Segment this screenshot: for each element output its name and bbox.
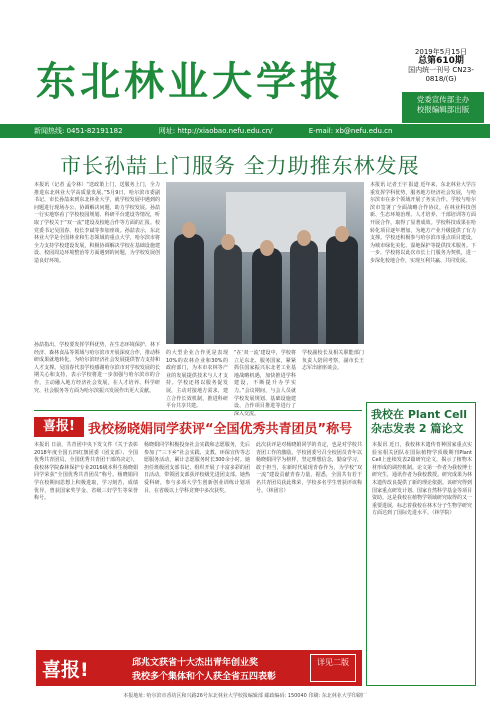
- story2-column-1: 本报讯 日前，共青团中央下发文件《关于表彰2018年度全国五四红旗团委（团支部）、全国优秀共青团员、全国优秀共青团干部的决定》，我校林学院森林保护专业2016级本科生杨晓娟同学荣获“全国优秀共青团员”称号。杨晓娟同学在校期间思想上积极进取，学习刻苦，成绩优异，曾获国家奖学金、省级三好学生等荣誉称号。: [34, 442, 138, 502]
- lead-column-2: 孙喆指出，学校要发挥学科优势，在生态环境保护、林下经济、森林食品等领域与哈尔滨市开展深度合作，推动科研成果就地转化，为哈尔滨经济社会发展提供智力支持和人才支撑。吴国春代表学校感谢哈尔滨市对学校发展的长期关心和支持，表示学校将进一步加强与哈尔滨市的合作，主动融入地方经济社会发展，在人才培养、科学研究、社会服务等方面为哈尔滨振兴发展作出更大贡献。: [34, 342, 160, 394]
- lead-column-3: 的大型企业合作更是表现10%的农林企业和30%的政府部门，为本市农林等产业的发展提供技术与人才支持。学校还将以服务促发展，主动对接地方需求，建立合作长效机制，推进科研平台共享共建。: [166, 350, 228, 410]
- story2-headline: 我校杨晓娟同学获评“全国优秀共青团员”称号: [88, 422, 353, 437]
- section-divider: [34, 410, 362, 411]
- lead-column-6: 本报讯 记者王宇 报道 近年来，东北林业大学注重发挥学科优势，服务地方经济社会发展，与哈尔滨市在多个领域开展了务实合作。学校与哈尔滨市签署了全面战略合作协议，在林业科技创新、生态环境治理、人才培养、干部培训等方面开展合作，取得了显著成效。学校科技成果在哈转化项目逐年增加，为地方产业升级提供了有力支撑。学校还积极参与哈尔滨市重点项目建设，为城市绿化美化、湿地保护等提供技术服务。下一步，学校将以此次市长上门服务为契机，进一步深化校地合作，实现互利共赢、共同发展。: [370, 182, 476, 264]
- lead-column-5: 学校副校长及相关职能部门负责人陪同考察，副市长王志军出席座谈会。: [302, 350, 364, 372]
- story2-column-2: 杨晓娟同学积极投身社会实践和志愿服务，先后参加了“三下乡”社会实践、支教、环保宣传等志愿服务活动，累计志愿服务时长300余小时。她担任班级团支部书记，组织开展了丰富多彩的团日活动，带领团支部获评校级先进团支部。她热爱科研，参与多项大学生创新创业训练计划项目，在省级以上学科竞赛中多次获奖。: [144, 442, 250, 494]
- see-page-two-button[interactable]: 详见二版: [310, 654, 356, 682]
- sidebar-body: 本报讯 近日，我校林木遗传育种国家重点实验室相关团队在国际植物学顶级期刊Plant Cell上连续发表2篇研究论文，揭示了植物木材形成的调控机制。论文第一作者为我校博士研究生，通讯作者为我校教授。研究成果为林木遗传改良提供了新的理论依据。该研究得到国家重点研发计划、国家自然科学基金等项目资助。这是我校在植物学领域研究取得的又一重要进展，标志着我校在林木分子生物学研究方面达到了国际先进水平。（林学院）: [372, 442, 473, 517]
- banner-badge: 喜报!: [42, 659, 89, 681]
- publisher-line-2: 校报编辑部出版: [416, 105, 470, 114]
- issue-detail: 国内统一刊号 CN23-0818/(G): [408, 66, 474, 83]
- banner-line-2: 我校多个集体和个人获全省五四表彰: [132, 672, 277, 682]
- issue-date: 2019年5月15日: [414, 48, 468, 56]
- news-photo: [166, 182, 364, 344]
- lead-column-1: 本报讯（记者 孟令林）“送政策上门，送服务上门，全力推进东北林业大学高质量发展。”5月9日，哈尔滨市委副书记、市长孙喆来到东北林业大学，就学校发展中遇到的问题进行现场办公，协调解决问题，助力学校发展。孙喆一行实地察看了学校校园规划、科研平台建设等情况，听取了学校关于“双一流”建设及校地合作等方面的汇报。校党委书记吴国春、校长李斌等参加座谈。孙喆表示，东北林业大学是全国林业和生态领域的重点大学，哈尔滨市将全力支持学校建设发展，积极协调解决学校在基础设施建设、校园周边环境整治等方面遇到的问题，为学校发展创造良好环境。: [34, 182, 160, 264]
- news-hotline: 新闻热线: 0451-82191182: [34, 127, 123, 135]
- story2-column-3: 此次获评是对杨晓娟同学的肯定，也是对学校共青团工作的激励。学校团委号召全校团员青年以杨晓娟同学为榜样，坚定理想信念，勤奋学习，敢于担当，在新时代展现青春作为，为学校“双一流”建设贡献青春力量。据悉，全国共有若干名共青团员获此殊荣，学校多名学生曾获评该称号。（林团宣）: [256, 442, 362, 494]
- masthead-title: 东北林业大学报: [36, 58, 344, 105]
- lead-column-4: “在‘双一流’建设中，学校将立足东北、服务国家，紧紧抓住国家振兴东北老工业基地战略机遇，加快推进学科建设，不断提升办学实力。”会议期间，与会人员就学校发展规划、基础设施建设、合作项目推进等进行了深入交流。: [234, 350, 296, 417]
- good-news-badge: 喜报!: [34, 417, 84, 437]
- issue-info: [400, 48, 482, 84]
- publisher-line-1: 党委宣传部主办: [416, 95, 470, 104]
- email-link[interactable]: E-mail: xb@nefu.edu.cn: [308, 127, 393, 135]
- footer-info: 本报地址: 哈尔滨市香坊区和兴路26号东北林业大学校报编辑部 邮政编码: 150040 印刷: 东北林业大学印刷厂: [123, 693, 367, 699]
- publisher-box: [402, 92, 484, 123]
- bottom-banner[interactable]: [36, 650, 362, 686]
- banner-line-1: 邱兆文获省十大杰出青年创业奖: [132, 658, 259, 668]
- website-link[interactable]: 网址: http://xiaobao.nefu.edu.cn/: [158, 127, 273, 135]
- issue-number: 总第610期: [418, 56, 464, 66]
- sidebar-headline: 我校在 Plant Cell 杂志发表 2 篇论文: [371, 408, 468, 435]
- lead-headline: 市长孙喆上门服务 全力助推东林发展: [60, 154, 420, 178]
- info-bar: [0, 124, 490, 138]
